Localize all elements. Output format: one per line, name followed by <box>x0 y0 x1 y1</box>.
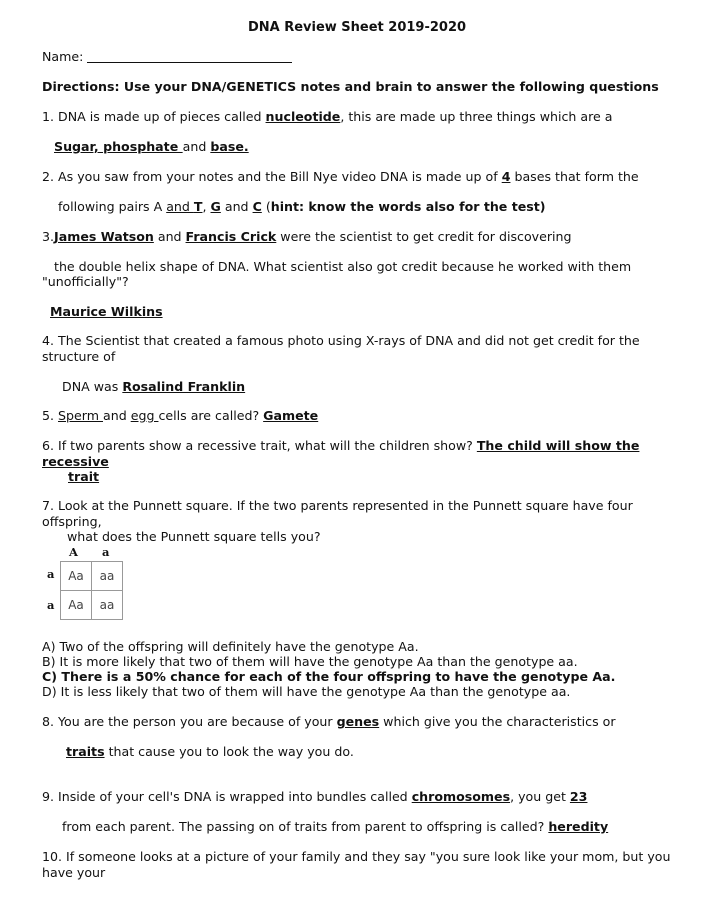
q8-text: that cause you to look the way you do. <box>104 744 354 759</box>
answer-sugar-phosphate: Sugar, phosphate <box>54 139 183 154</box>
answer-trait: trait <box>68 469 100 484</box>
hint-text: hint: know the words also for the test) <box>270 199 546 214</box>
word-sperm: Sperm <box>58 408 103 423</box>
question-1-line-2 <box>54 139 249 155</box>
punnett-side-allele: a <box>47 567 55 581</box>
q2-text: , <box>202 199 211 214</box>
name-blank[interactable] <box>87 50 292 63</box>
q5-text: 5. <box>42 408 59 423</box>
q3-text: 3. <box>42 229 55 244</box>
question-6 <box>42 438 672 470</box>
answer-rosalind-franklin: Rosalind Franklin <box>122 379 246 394</box>
answer-francis-crick: Francis Crick <box>185 229 277 244</box>
q8-text: 8. You are the person you are because of your <box>42 714 337 729</box>
answer-g: G <box>210 199 221 214</box>
question-3-line-2: the double helix shape of DNA. What scientist also got credit because he worked with them <box>54 259 632 274</box>
punnett-side-allele: a <box>47 598 55 612</box>
q1-text: and <box>182 139 211 154</box>
q3-text: were the scientist to get credit for discovering <box>276 229 572 244</box>
punnett-cell: Aa <box>61 562 92 591</box>
answer-traits: traits <box>66 744 105 759</box>
option-c: C) There is a 50% chance for each of the four offspring to have the genotype Aa. <box>42 669 616 684</box>
answer-genes: genes <box>336 714 380 729</box>
question-9-line-2 <box>62 819 608 835</box>
q2-text: bases that form the <box>510 169 639 184</box>
option-a: A) Two of the offspring will definitely have the genotype Aa. <box>42 639 419 654</box>
q4-text: DNA was <box>62 379 123 394</box>
question-1-line-1 <box>42 109 612 125</box>
q5-text: and <box>103 408 131 423</box>
punnett-cell: aa <box>92 591 123 620</box>
question-8-line-1 <box>42 714 616 730</box>
directions: Directions: Use your DNA/GENETICS notes and brain to answer the following questions <box>42 79 659 94</box>
question-8-line-2 <box>66 744 354 760</box>
answer-23: 23 <box>569 789 588 804</box>
question-2-line-2 <box>58 199 546 215</box>
answer-nucleotide: nucleotide <box>265 109 341 124</box>
option-d: D) It is less likely that two of them will have the genotype Aa than the genotype aa. <box>42 684 571 699</box>
question-4-line-2 <box>62 379 245 395</box>
q2-text: ( <box>261 199 271 214</box>
punnett-top-allele: a <box>102 545 110 559</box>
punnett-top-allele: A <box>69 545 78 559</box>
q5-text: cells are called? <box>158 408 264 423</box>
q2-text: and <box>220 199 253 214</box>
punnett-cell: aa <box>92 562 123 591</box>
answer-maurice-wilkins: Maurice Wilkins <box>50 304 163 319</box>
question-4-line-1: 4. The Scientist that created a famous photo using X-rays of DNA and did not get credit for the structure of <box>42 333 640 364</box>
answer-recessive: The child will show the recessive <box>42 438 640 469</box>
q1-text: 1. DNA is made up of pieces called <box>42 109 266 124</box>
question-6-answer-end <box>68 469 99 485</box>
q6-text: 6. If two parents show a recessive trait, what will the children show? <box>42 438 477 453</box>
page-title: DNA Review Sheet 2019-2020 <box>247 20 467 35</box>
q2-text: and <box>166 199 194 214</box>
answer-heredity: heredity <box>548 819 609 834</box>
punnett-cell: Aa <box>61 591 92 620</box>
question-10: 10. If someone looks at a picture of your family and they say "you sure look like your mom, but you have your <box>42 849 671 880</box>
question-3-line-3: "unofficially"? <box>42 274 129 289</box>
answer-c: C <box>252 199 262 214</box>
punnett-square <box>60 561 123 620</box>
answer-james-watson: James Watson <box>54 229 154 244</box>
question-7-line-1: 7. Look at the Punnett square. If the two parents represented in the Punnett square have four offspring, <box>42 498 633 529</box>
answer-t: T <box>193 199 203 214</box>
q9-text: from each parent. The passing on of traits from parent to offspring is called? <box>62 819 549 834</box>
answer-gamete: Gamete <box>263 408 319 423</box>
answer-base: base. <box>210 139 249 154</box>
answer-chromosomes: chromosomes <box>411 789 511 804</box>
question-3-answer <box>50 304 163 320</box>
question-9-line-1 <box>42 789 587 805</box>
q3-text: and <box>153 229 186 244</box>
option-b: B) It is more likely that two of them will have the genotype Aa than the genotype aa. <box>42 654 578 669</box>
q9-text: 9. Inside of your cell's DNA is wrapped into bundles called <box>42 789 412 804</box>
q2-text: 2. As you saw from your notes and the Bill Nye video DNA is made up of <box>42 169 502 184</box>
q9-text: , you get <box>510 789 570 804</box>
question-2-line-1 <box>42 169 639 185</box>
q2-text: following pairs A <box>58 199 167 214</box>
name-row <box>42 49 292 65</box>
q1-text: , this are made up three things which are a <box>340 109 613 124</box>
name-label: Name: <box>42 49 84 64</box>
q8-text: which give you the characteristics or <box>379 714 616 729</box>
question-3-line-1 <box>42 229 572 245</box>
question-5 <box>42 408 318 424</box>
answer-4: 4 <box>501 169 511 184</box>
question-7-line-2: what does the Punnett square tells you? <box>67 529 321 544</box>
word-egg: egg <box>130 408 159 423</box>
